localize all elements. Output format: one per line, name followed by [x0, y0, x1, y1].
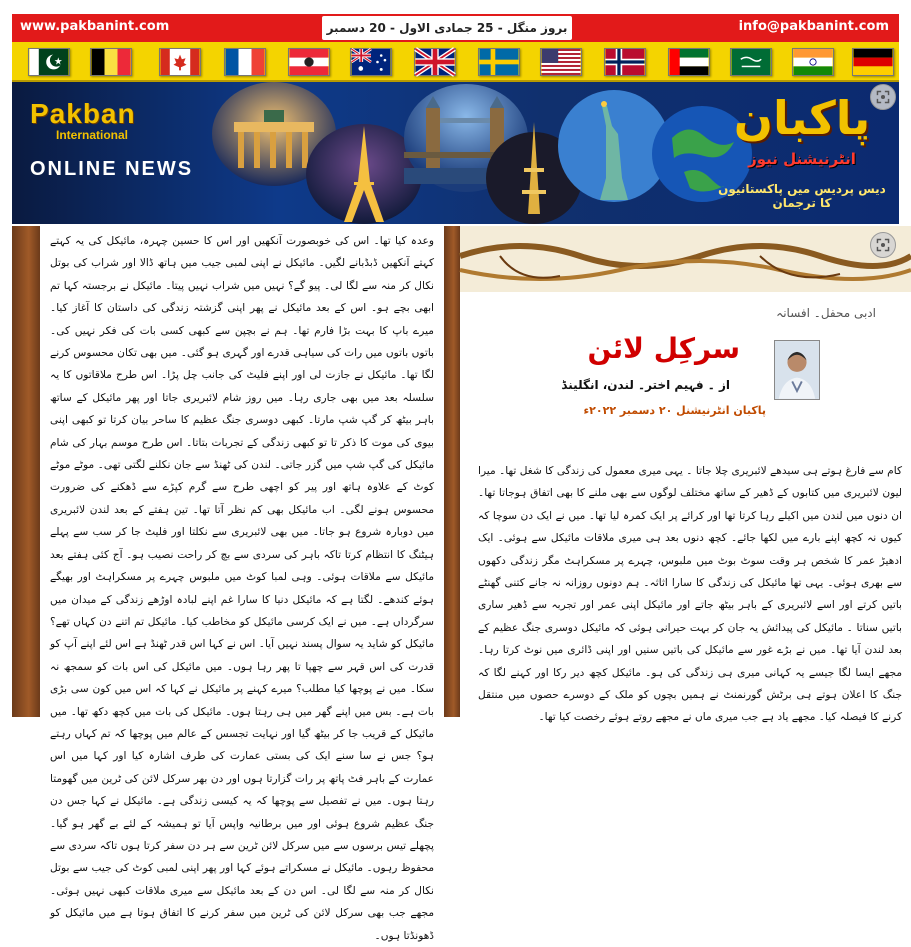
center-frame	[444, 226, 460, 717]
uae-flag[interactable]	[668, 48, 710, 76]
email-link[interactable]: info@pakbanint.com	[738, 19, 889, 34]
site-banner	[12, 82, 899, 224]
expand-icon[interactable]	[870, 232, 896, 258]
article-body-right: کام سے فارغ ہوتے ہی سیدھے لائبریری چلا جاتا ۔ یہی میری معمول کی زندگی کا شغل تھا۔ میرا لیون لائبریری میں کتابوں کے ڈھیر کے ساتھ مختلف لوگوں سے بھی ملنے کا بھی اتفاق ہوجاتا تھا۔ ان دنوں میں لندن میں اکیلے رہا کرتا تھا اور کرائے پر ایک کمرہ لیا تھا۔ میں نے ایک دن سوچا کہ کیوں نہ کچھ اپنے بارے میں لکھا جائے۔ کچھ دنوں بعد ہی میری ملاقات مائیکل سے ہوئی۔ ایک ادھیڑ عمر کا شخص ہر وقت سوٹ بوٹ میں ملبوس، چہرے پر مسکراہٹ مگر زندگی دکھوں سے بھری ہوئی۔ یہی تھا مائیکل کی زندگی کا سارا اثاثہ۔ ہم دونوں روزانہ نہ جانے کتنی گھنٹے باتیں کرتے اور اسے لائبریری کے باہر بیٹھ جاتے اور مائیکل اپنی عمر اور تجربہ سے ڈھیر ساری باتیں سناتا ۔ مائیکل کی پیدائش یہ جان کر بہت حیرانی ہوئی کہ مائیکل دوسری جنگ عظیم کے بعد لندن آیا تھا۔ میں نے بڑے غور سے مائیکل کی باتیں سنیں اور اپنی ڈائری میں نوٹ کرتا رہا۔ مجھے ایسا لگا جیسے یہ کہانی میری ہی زندگی کی ہو۔ مائیکل کچھ دیر رکا اور کہنے لگا کہ جنگ کا اعلان ہوتے ہی برٹش گورنمنٹ نے ہمیں بچوں کو ملک کے دوسرے حصوں میں منتقل کرنے کا فیصلہ کیا۔ مجھے یاد ہے جب میری ماں نے مجھے روتے ہوئے رخصت کیا تھا۔	[478, 465, 902, 724]
ornament-frame	[460, 226, 911, 298]
france-flag[interactable]	[224, 48, 266, 76]
urdu-logo-title: پاکبان	[733, 91, 871, 145]
belgium-flag[interactable]	[90, 48, 132, 76]
website-link[interactable]: www.pakbanint.com	[20, 19, 170, 34]
article-body-left: وعدہ کیا تھا۔ اس کی خوبصورت آنکھیں اور اس کا حسین چہرہ، مائیکل کی یہ کہتے کہتے آنکھیں ڈبڈبانے لگیں۔ مائیکل نے اپنی لمبی جیب میں ہاتھ ڈالا اور شراب کی بوتل نکال کر منہ سے لگا لی۔ پیو گے؟ نہیں میں شراب نہیں پیتا۔ مائیکل نے برجستہ کہا تم ابھی بچے ہو۔ اس کے بعد مائیکل نے پھر اپنی گزشتہ زندگی کی داستان کا آغاز کیا۔ میرے باپ کا بہت بڑا فارم تھا۔ ہم نے بچپن سے کبھی کسی بات کی فکر نہیں کی۔ باتوں باتوں میں رات کی سیاہی قدرے اور گہری ہو گئی۔ میں بھی تکان محسوس کرنے لگا تھا۔ مائیکل نے جازت لی اور اپنے فلیٹ کی جانب چل پڑا۔ اس طرح ملاقاتوں کا یہ سلسلہ بعد میں بھی جاری رہا۔ میں روز شام لائبریری جاتا اور پھر مائیکل کے ساتھ باہر بیٹھ کر گپ شپ مارتا۔ کبھی دوسری جنگ عظیم کا ساحر بیان کرتا تو کبھی اپنی بیوی کی موت کا ذکر تا تو کبھی زندگی کے تجربات بتاتا۔ اس طرح موسم بہار کی شام مائیکل کی گپ شپ میں گزر جاتی۔ لندن کی ٹھنڈ سے جان نکلنے لگتی تھی۔ موٹے موٹے کوٹ کے علاوہ ہاتھ اور پیر کو اچھی طرح سے گرم کپڑے سے ڈھکنے کی ضرورت محسوس ہونے لگی۔ اب مائیکل بھی کم نظر آتا تھا۔ تین ہفتے کے بعد لندن لائبریری میں دوبارہ شروع ہو جاتا۔ میں بھی لائبریری سے نکلتا اور فلیٹ جا کر سب سے پہلے ہیٹنگ کا انتظام کرتا تاکہ باہر کی سردی سے بچ کر راحت نصیب ہو۔ آج کئی ہفتے بعد مائیکل سے ملاقات ہوئی۔ وہی لمبا کوٹ میں ملبوس چہرے پر مسکراہٹ اور بھیگے ہوئے کندھے۔ لگتا ہے کہ مائیکل دنیا کا سارا غم اپنے لبادہ اوڑھے زندگی کے میدان میں سرگرداں ہے۔ میں نے ایک کرسی مائیکل کو مخاطب کیا۔ مائیکل تم اتنے دن کہاں تھے؟ مائیکل کو شاید یہ سوال پسند نہیں آیا۔ اس نے کہا اس قدر ٹھنڈ ہے اس لئے اپنے آپ کو قدرت کی اس قہر سے چھپا تا پھر رہا ہوں۔ میں مائیکل کی اس بات کو سمجھ نہ سکا۔ میں نے پوچھا کیا مطلب؟ میرے کہنے پر مائیکل نے کہا کہ اس میں کون سی بڑی بات ہے۔ بس میں اپنے گھر میں ہی رہتا ہوں۔ مائیکل کی بات میں کچھ دکھ تھا۔ میں مائیکل کے قریب جا کر بیٹھ گیا اور نہایت تجسس کے عالم میں پوچھا کہ تم کہاں رہتے ہو؟ جس نے سا سنے ایک کی بستی عمارت کی طرف اشارہ کیا اور کہا میں اس عمارت کے باہر فٹ پاتھ پر رات گزارتا ہوں اور دن بھر سرکل لائن کی ٹرین میں گھومتا رہتا ہوں۔ میں نے تفصیل سے پوچھا کہ یہ کیسی زندگی ہے۔ مائیکل نے کہا جس دن جنگ عظیم شروع ہوئی اور میں برطانیہ واپس آیا تو ہمیشہ کے لئے بے گھر ہو گیا۔ پچھلے تیس برسوں سے میں سرکل لائن ٹرین سے ہر دن سفر کرتا ہوں تاکہ سردی سے محفوظ رہوں۔ مائیکل نے مسکراتے ہوئے کہا اور پھر اپنی لمبی کوٹ کی جیب سے بوتل نکال کر منہ سے لگا لی۔ اس دن کے بعد مائیکل سے میری ملاقات کبھی نہیں ہوئی۔ مجھے جب بھی سرکل لائن کی ٹرین میں سفر کرنے کا اتفاق ہوتا ہے میں مائیکل کو ڈھونڈتا ہوں۔	[50, 235, 434, 942]
top-header-bar	[12, 14, 899, 42]
publication-line: پاکبان انٹرنیشنل ۲۰ دسمبر ۲۰۲۲ء	[583, 404, 766, 417]
urdu-logo-subtitle: انٹرنیشنل نیوز	[748, 150, 856, 168]
austria-flag[interactable]	[288, 48, 330, 76]
article-body-right-container	[478, 460, 902, 724]
uk-flag[interactable]	[414, 48, 456, 76]
logo-subtitle: International	[56, 128, 129, 142]
author-photo	[774, 340, 820, 400]
english-logo[interactable]	[30, 98, 210, 181]
date-label: بروز منگل - 25 جمادی الاول - 20 دسمبر	[322, 16, 572, 40]
saudi-arabia-flag[interactable]	[730, 48, 772, 76]
article-title: سرکِل لائن	[587, 332, 740, 365]
logo-title: Pakban	[30, 98, 136, 129]
section-kicker: ادبی محفل۔ افسانہ	[776, 306, 876, 320]
article-column	[460, 226, 911, 724]
sweden-flag[interactable]	[478, 48, 520, 76]
left-frame	[12, 226, 40, 717]
banner-tagline: دیس پردیس میں پاکستانیوں کا ترجمان	[718, 182, 886, 210]
norway-flag[interactable]	[604, 48, 646, 76]
expand-icon[interactable]	[870, 84, 896, 110]
online-news-label: ONLINE NEWS	[30, 158, 194, 180]
flag-strip	[12, 42, 899, 82]
urdu-logo[interactable]	[712, 88, 892, 220]
article-continuation-column	[40, 226, 444, 942]
pakistan-flag[interactable]	[28, 48, 70, 76]
article-header	[468, 292, 900, 417]
germany-flag[interactable]	[852, 48, 894, 76]
article-author: از ۔ فہیم اختر۔ لندن، انگلینڈ	[561, 378, 730, 392]
australia-flag[interactable]	[350, 48, 392, 76]
usa-flag[interactable]	[540, 48, 582, 76]
india-flag[interactable]	[792, 48, 834, 76]
canada-flag[interactable]	[159, 48, 201, 76]
